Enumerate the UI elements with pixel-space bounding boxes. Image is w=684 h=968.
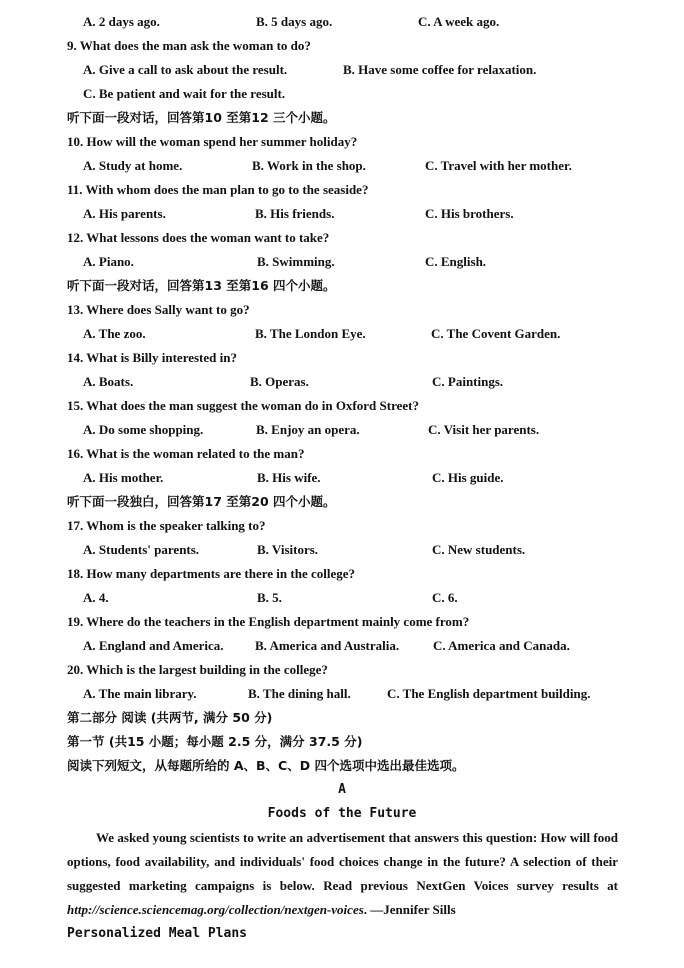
q19-question: 19. Where do the teachers in the English department mainly come from? [67, 614, 470, 629]
q19-option-b: B. America and Australia. [255, 638, 400, 653]
q14-option-a: A. Boats. [83, 374, 134, 389]
q15-question: 15. What does the man suggest the woman do in Oxford Street? [67, 398, 419, 413]
q10-option-b: B. Work in the shop. [252, 158, 366, 173]
section-heading-10-12: 听下面一段对话，回答第10 至第12 三个小题。 [67, 110, 336, 125]
q10-option-a: A. Study at home. [83, 158, 183, 173]
q20-option-c: C. The English department building. [387, 686, 591, 701]
q12-question: 12. What lessons does the woman want to take? [67, 230, 330, 245]
q20-question: 20. Which is the largest building in the college? [67, 662, 328, 677]
q12-option-c: C. English. [425, 254, 487, 269]
passage-title: Foods of the Future [267, 806, 417, 821]
q13-option-a: A. The zoo. [83, 326, 146, 341]
section-heading-17-20: 听下面一段独白，回答第17 至第20 四个小题。 [67, 494, 336, 509]
passage-credit: . —Jennifer Sills [363, 902, 456, 917]
q8-option-a: A. 2 days ago. [83, 14, 160, 29]
passage-letter: A [338, 782, 346, 797]
q13-option-c: C. The Covent Garden. [431, 326, 561, 341]
q17-option-a: A. Students' parents. [83, 542, 200, 557]
q12-option-a: A. Piano. [83, 254, 134, 269]
q15-option-c: C. Visit her parents. [428, 422, 540, 437]
q15-option-b: B. Enjoy an opera. [256, 422, 360, 437]
q20-option-b: B. The dining hall. [248, 686, 351, 701]
q16-question: 16. What is the woman related to the man? [67, 446, 305, 461]
passage-intro-text: We asked young scientists to write an advertisement that answers this question: How will food options, food availability, and individuals' food choices change in the future? A selection of their suggested marketing campaigns is below. Read previous NextGen Voices survey results at [67, 830, 618, 893]
q15-option-a: A. Do some shopping. [83, 422, 204, 437]
q11-question: 11. With whom does the man plan to go to the seaside? [67, 182, 369, 197]
q17-option-c: C. New students. [432, 542, 526, 557]
q9-option-b: B. Have some coffee for relaxation. [343, 62, 537, 77]
section1-heading: 第一节 (共15 小题；每小题 2.5 分，满分 37.5 分) [67, 734, 363, 749]
q17-option-b: B. Visitors. [257, 542, 319, 557]
q11-option-b: B. His friends. [255, 206, 335, 221]
q14-option-c: C. Paintings. [432, 374, 504, 389]
q9-option-c: C. Be patient and wait for the result. [83, 86, 286, 101]
q18-question: 18. How many departments are there in the college? [67, 566, 355, 581]
q17-question: 17. Whom is the speaker talking to? [67, 518, 266, 533]
q9-option-a: A. Give a call to ask about the result. [83, 62, 288, 77]
reading-instruction: 阅读下列短文，从每题所给的 A、B、C、D 四个选项中选出最佳选项。 [67, 758, 465, 773]
q10-question: 10. How will the woman spend her summer holiday? [67, 134, 358, 149]
q8-option-c: C. A week ago. [418, 14, 500, 29]
subheading-personalized-meal-plans: Personalized Meal Plans [67, 926, 248, 941]
passage-intro-paragraph [67, 826, 618, 922]
q10-option-c: C. Travel with her mother. [425, 158, 572, 173]
q16-option-c: C. His guide. [432, 470, 504, 485]
q12-option-b: B. Swimming. [257, 254, 335, 269]
q9-question: 9. What does the man ask the woman to do? [67, 38, 311, 53]
q13-question: 13. Where does Sally want to go? [67, 302, 250, 317]
section-heading-13-16: 听下面一段对话，回答第13 至第16 四个小题。 [67, 278, 336, 293]
q11-option-a: A. His parents. [83, 206, 166, 221]
q14-question: 14. What is Billy interested in? [67, 350, 237, 365]
q18-option-b: B. 5. [257, 590, 282, 605]
passage-url: http://science.sciencemag.org/collection/nextgen-voices [67, 902, 364, 917]
part2-heading: 第二部分 阅读 (共两节, 满分 50 分) [67, 710, 273, 725]
q20-option-a: A. The main library. [83, 686, 197, 701]
q18-option-a: A. 4. [83, 590, 109, 605]
q14-option-b: B. Operas. [250, 374, 309, 389]
q18-option-c: C. 6. [432, 590, 458, 605]
q13-option-b: B. The London Eye. [255, 326, 366, 341]
q16-option-b: B. His wife. [257, 470, 321, 485]
q16-option-a: A. His mother. [83, 470, 164, 485]
q8-option-b: B. 5 days ago. [256, 14, 333, 29]
q11-option-c: C. His brothers. [425, 206, 514, 221]
q19-option-c: C. America and Canada. [433, 638, 570, 653]
q19-option-a: A. England and America. [83, 638, 224, 653]
